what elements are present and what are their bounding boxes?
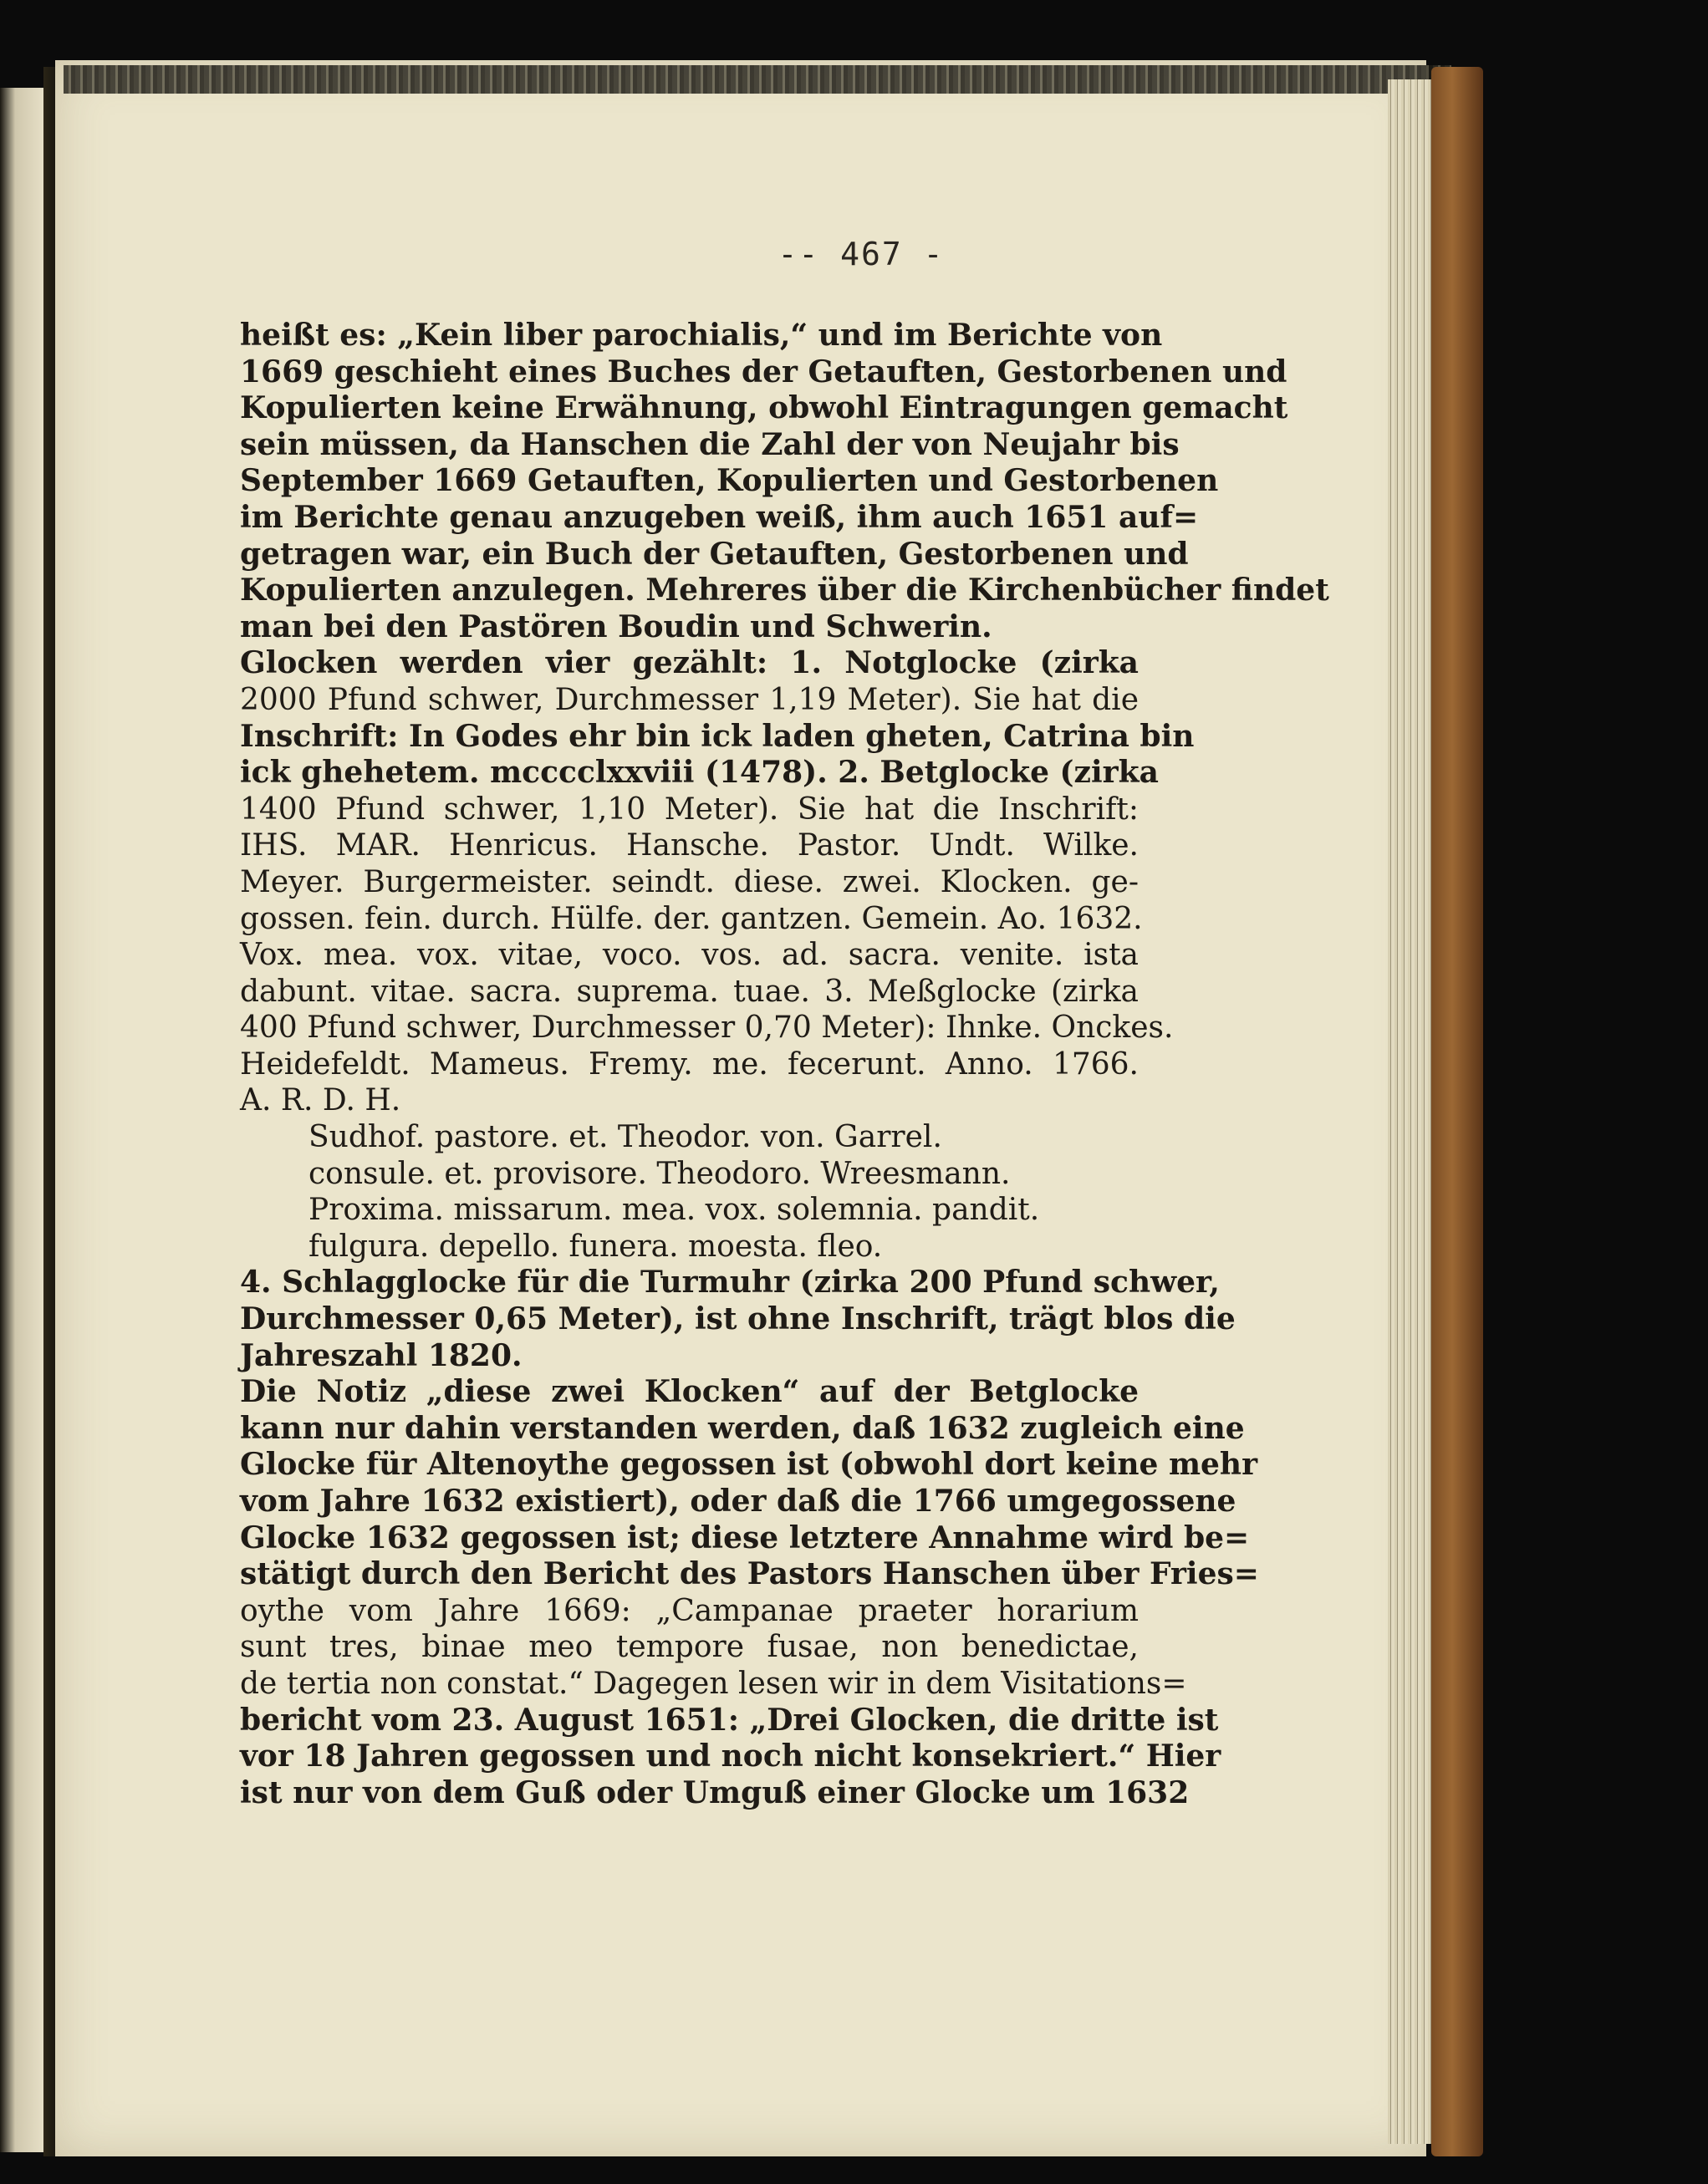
- text-line: sein müssen, da Hanschen die Zahl der von Neujahr bis: [240, 426, 1180, 462]
- text-line: Inschrift: In Godes ehr bin ick laden gheten, Catrina bin: [240, 718, 1195, 754]
- text-line: bericht vom 23. August 1651: „Drei Glocken, die dritte ist: [240, 1702, 1219, 1738]
- page-top-edge: [64, 65, 1451, 94]
- text-line: vor 18 Jahren gegossen und noch nicht konsekriert.“ Hier: [240, 1739, 1221, 1774]
- left-page-edge: [0, 88, 45, 2152]
- text-line: 400 Pfund schwer, Durchmesser 0,70 Meter): Ihnke. Onckes.: [240, 1011, 1174, 1046]
- page-number: [0, 236, 1708, 272]
- text-line: Kopulierten anzulegen. Mehreres über die Kirchenbücher findet: [240, 573, 1329, 608]
- text-line: sunt tres, binae meo tempore fusae, non benedictae,: [240, 1630, 1139, 1665]
- text-line: Glocke 1632 gegossen ist; diese letztere Annahme wird be=: [240, 1520, 1250, 1555]
- text-line: Heidefeldt. Mameus. Fremy. me. fecerunt. Anno. 1766.: [240, 1046, 1139, 1082]
- text-line: gossen. fein. durch. Hülfe. der. gantzen. Gemein. Ao. 1632.: [240, 901, 1143, 936]
- inscription-line: Sudhof. pastore. et. Theodor. von. Garrel.: [308, 1120, 942, 1155]
- inscription-line: Proxima. missarum. mea. vox. solemnia. pandit.: [308, 1193, 1040, 1228]
- text-line: stätigt durch den Bericht des Pastors Hanschen über Fries=: [240, 1556, 1259, 1592]
- text-line: heißt es: „Kein liber parochialis,“ und im Berichte von: [240, 318, 1163, 353]
- text-line: Kopulierten keine Erwähnung, obwohl Eintragungen gemacht: [240, 390, 1288, 426]
- text-line: de tertia non constat.“ Dagegen lesen wir in dem Visitations=: [240, 1666, 1187, 1701]
- text-line: A. R. D. H.: [240, 1083, 401, 1118]
- text-line: 1669 geschieht eines Buches der Getauften, Gestorbenen und: [240, 354, 1287, 389]
- text-line: IHS. MAR. Henricus. Hansche. Pastor. Undt. Wilke.: [240, 828, 1139, 863]
- text-line: im Berichte genau anzugeben weiß, ihm auch 1651 auf=: [240, 499, 1199, 535]
- text-line: Die Notiz „diese zwei Klocken“ auf der Betglocke: [240, 1374, 1139, 1410]
- text-line: Durchmesser 0,65 Meter), ist ohne Inschrift, trägt blos die: [240, 1301, 1236, 1337]
- text-line: Glocke für Altenoythe gegossen ist (obwohl dort keine mehr: [240, 1447, 1258, 1483]
- text-line: Meyer. Burgermeister. seindt. diese. zwei. Klocken. ge-: [240, 864, 1139, 899]
- text-line: Glocken werden vier gezählt: 1. Notglocke (zirka: [240, 645, 1139, 681]
- text-line: getragen war, ein Buch der Getauften, Gestorbenen und: [240, 536, 1189, 572]
- text-line: 1400 Pfund schwer, 1,10 Meter). Sie hat die Inschrift:: [240, 792, 1139, 827]
- page-number-text: -- 467 -: [778, 236, 945, 272]
- text-line: kann nur dahin verstanden werden, daß 1632 zugleich eine: [240, 1410, 1245, 1446]
- text-line: vom Jahre 1632 existiert), oder daß die 1766 umgegossene: [240, 1484, 1236, 1519]
- inscription-line: consule. et. provisore. Theodoro. Wreesmann.: [308, 1156, 1011, 1191]
- text-line: dabunt. vitae. sacra. suprema. tuae. 3. Meßglocke (zirka: [240, 974, 1139, 1009]
- book-cover-edge: [1431, 67, 1483, 2156]
- text-line: ist nur von dem Guß oder Umguß einer Glocke um 1632: [240, 1774, 1190, 1810]
- page-stack-edges: [1388, 79, 1438, 2144]
- background-right: [1483, 50, 1708, 2184]
- inscription-line: fulgura. depello. funera. moesta. fleo.: [308, 1229, 883, 1264]
- text-line: 4. Schlagglocke für die Turmuhr (zirka 200 Pfund schwer,: [240, 1265, 1220, 1301]
- text-line: ick ghehetem. mcccclxxviii (1478). 2. Betglocke (zirka: [240, 755, 1159, 791]
- text-line: oythe vom Jahre 1669: „Campanae praeter horarium: [240, 1593, 1139, 1628]
- text-line: Jahreszahl 1820.: [240, 1337, 523, 1373]
- text-line: Vox. mea. vox. vitae, voco. vos. ad. sacra. venite. ista: [240, 938, 1139, 973]
- text-line: 2000 Pfund schwer, Durchmesser 1,19 Meter). Sie hat die: [240, 682, 1139, 717]
- body-text: [240, 318, 1329, 1811]
- text-line: man bei den Pastören Boudin und Schwerin.: [240, 608, 992, 644]
- text-line: September 1669 Getauften, Kopulierten und Gestorbenen: [240, 463, 1219, 499]
